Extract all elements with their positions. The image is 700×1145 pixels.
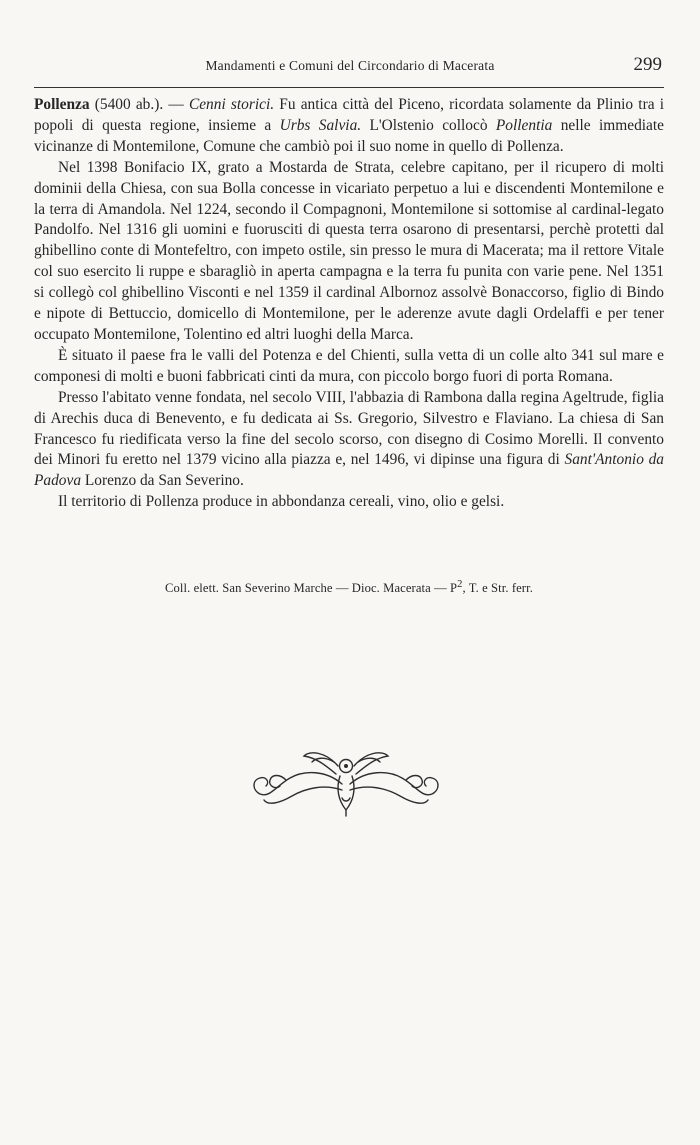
paragraph-bonifacio: Nel 1398 Bonifacio IX, grato a Mostarda de Strata, celebre capitano, per il ricupero di molti dominii della Chiesa, con sua Bolla concesse in vicariato perpetuo a lui e discendenti Montemilone e la terra di Amandola. Nel 1224, secondo il Compagnoni, Montemilone si sottomise al cardinal-legato Pandolfo. Nel 1316 gli uomini e fuorusciti di questa terra osarono di presentarsi, perchè protetti dal ghibellino conte di Montefeltro, con impeto ostile, sin presso le mura di Macerata; ma il rettore Vitale col suo esercito li ruppe e sbaragliò in aperta campagna e la terra fu punita con varie pene. Nel 1351 si collegò col ghibellino Visconti e nel 1359 il cardinal Albornoz assolvè Bonaccorso, figlio di Bindo e nipote di Bettuccio, domicello di Montemilone, per le aderenze avute dagli Ordelaffi e per tener occupato Montemilone, Tolentino ed altri luoghi della Marca. xyxy=(34,158,664,343)
page-number: 299 xyxy=(633,54,662,75)
article-body xyxy=(34,95,664,513)
header-rule xyxy=(34,87,664,88)
paragraph-location: È situato il paese fra le valli del Potenza e del Chienti, sulla vetta di un colle alto 341 sul mare e componesi di molti e buoni fabbricati cinti da mura, con piccolo borgo fuori di porta Romana. xyxy=(34,346,664,385)
electoral-diocese-line: Coll. elett. San Severino Marche — Dioc. Macerata — $P^2$, T. e Str. ferr. xyxy=(165,579,533,596)
paragraph-history: Pollenza (5400 ab.). — Cenni storici. Fu antica città del Piceno, ricordata solamente da Plinio tra i popoli di questa regione, insieme a Urbs Salvia. L'Olstenio collocò Pollentia nelle immediate vicinanze di Montemilone, Comune che cambiò poi il suo nome in quello di Pollenza. xyxy=(34,96,664,155)
running-title: Mandamenti e Comuni del Circondario di Macerata xyxy=(205,58,495,73)
article-lead: Pollenza xyxy=(34,96,90,113)
winged-cherub-ornament-icon xyxy=(246,740,446,818)
paragraph-abbey: Presso l'abitato venne fondata, nel secolo VIII, l'abbazia di Rambona dalla regina Ageltrude, figlia di Arechis duca di Benevento, e fu dedicata ai Ss. Gregorio, Silvestro e Flaviano. La chiesa di San Francesco fu riedificata verso la fine del secolo scorso, con disegno di Cosimo Morelli. Il convento dei Minori fu eretto nel 1379 vicino alla piazza e, nel 1496, vi dipinse una figura di Sant'Antonio da Padova Lorenzo da San Severino. xyxy=(34,388,664,490)
paragraph-territory: Il territorio di Pollenza produce in abbondanza cereali, vino, olio e gelsi. xyxy=(58,493,505,511)
running-head xyxy=(34,56,666,80)
